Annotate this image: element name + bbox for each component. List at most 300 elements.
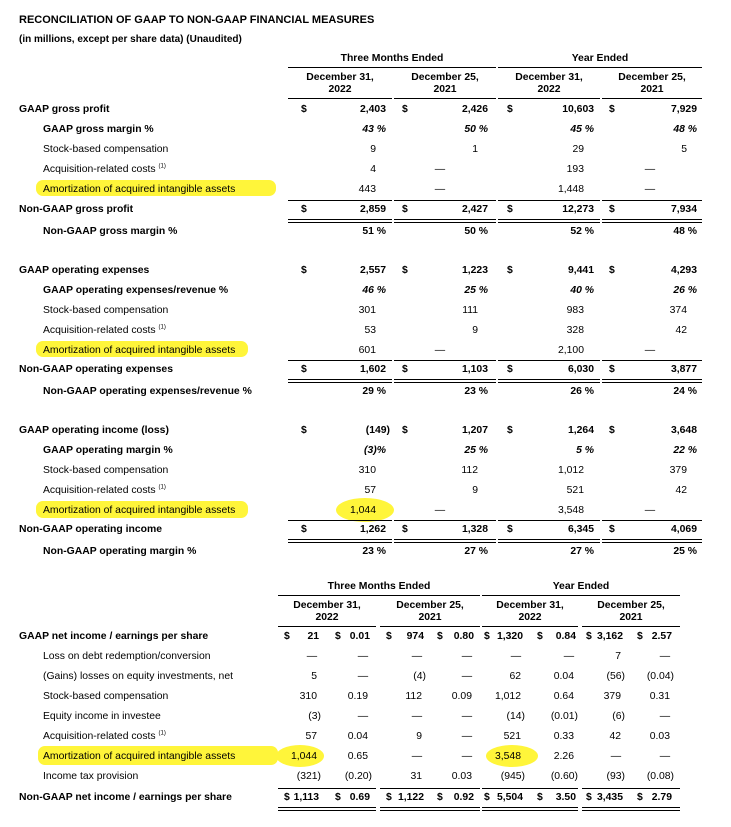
top-row-label	[19, 204, 133, 215]
footnote-marker: (1)	[158, 484, 166, 491]
row-label-text: Non-GAAP net income / earnings per share	[19, 792, 232, 803]
table-cell: 10,603	[562, 104, 594, 115]
top-subtotal-rule-opex-1	[394, 360, 496, 361]
top-group-rule-three	[288, 67, 496, 68]
row-label-text: Amortization of acquired intangible assets	[43, 751, 236, 762]
top-row-label	[43, 505, 235, 516]
row-label-text: Amortization of acquired intangible assets	[43, 345, 236, 356]
top-subtotal-rule-opex-3	[602, 360, 702, 361]
bottom-col-header-rule-1	[380, 626, 480, 627]
table-cell: 0.84	[555, 631, 576, 642]
top-subtotal-rule-opinc-2	[498, 520, 600, 521]
row-label-text: Non-GAAP operating income	[19, 524, 162, 535]
table-cell: 328	[566, 325, 584, 336]
dollar-sign: $	[402, 204, 408, 215]
table-cell: 0.64	[553, 691, 574, 702]
table-cell: 1,122	[397, 792, 424, 803]
table-cell: 0.65	[347, 751, 368, 762]
table-cell: 0.31	[649, 691, 670, 702]
table-cell: 1,113	[293, 792, 319, 803]
table-cell: 3,548	[557, 505, 584, 516]
table-cell: 40 %	[570, 285, 594, 296]
table-cell: 42	[675, 325, 687, 336]
table-cell: (0.01)	[550, 711, 578, 722]
dollar-sign: $	[507, 364, 513, 375]
top-row-label	[43, 144, 168, 155]
table-cell: 521	[566, 485, 584, 496]
table-cell: 48 %	[673, 226, 697, 237]
bottom-col-header-2-line2: 2022	[518, 612, 542, 623]
dollar-sign: $	[537, 631, 543, 642]
table-cell: 112	[461, 465, 478, 476]
table-cell: 42	[675, 485, 687, 496]
top-total-rule-opinc-3	[602, 539, 702, 543]
table-cell: —	[644, 505, 656, 516]
bottom-total-rule-2	[482, 807, 578, 811]
row-label-text: GAAP operating income (loss)	[19, 425, 169, 436]
table-cell: 27 %	[570, 546, 594, 557]
row-label-text: Acquisition-related costs	[43, 325, 156, 336]
table-cell: (0.60)	[550, 771, 578, 782]
top-row-label	[43, 164, 166, 175]
table-cell: 974	[406, 631, 424, 642]
dollar-sign: $	[586, 792, 592, 803]
top-total-rule-gross-1	[394, 219, 496, 223]
bottom-col-header-2-line1: December 31,	[496, 600, 564, 611]
top-subtotal-rule-opinc-1	[394, 520, 496, 521]
top-col-header-3-line1: December 25,	[618, 72, 686, 83]
table-cell: —	[357, 671, 369, 682]
table-cell: —	[510, 651, 522, 662]
table-cell: —	[357, 711, 369, 722]
row-label-text: Amortization of acquired intangible assets	[43, 505, 236, 516]
table-cell: 29	[572, 144, 584, 155]
top-row-label	[43, 485, 166, 496]
dollar-sign: $	[301, 204, 307, 215]
table-cell: 1,328	[461, 524, 488, 535]
table-cell: —	[659, 751, 671, 762]
bottom-col-header-rule-3	[582, 626, 680, 627]
top-subtotal-rule-opex-0	[288, 360, 392, 361]
table-cell: —	[411, 651, 423, 662]
table-cell: 374	[669, 305, 687, 316]
dollar-sign: $	[437, 792, 443, 803]
bottom-row-label	[43, 671, 233, 682]
table-cell: 1,207	[461, 425, 488, 436]
table-cell: 9	[472, 325, 478, 336]
table-cell: (0.20)	[344, 771, 372, 782]
table-cell: 2,426	[461, 104, 488, 115]
table-cell: 9	[370, 144, 376, 155]
dollar-sign: $	[301, 364, 307, 375]
top-col-header-2-line1: December 31,	[515, 72, 583, 83]
table-cell: —	[434, 184, 446, 195]
table-cell: 111	[462, 305, 478, 316]
table-cell: 50 %	[464, 124, 488, 135]
dollar-sign: $	[609, 204, 615, 215]
table-cell: —	[411, 751, 423, 762]
bottom-subtotal-rule-0	[278, 788, 376, 789]
dollar-sign: $	[284, 631, 290, 642]
table-cell: 4	[370, 164, 376, 175]
table-cell: (14)	[506, 711, 525, 722]
top-row-label	[43, 386, 252, 397]
dollar-sign: $	[402, 364, 408, 375]
dollar-sign: $	[586, 631, 592, 642]
table-cell: (945)	[500, 771, 525, 782]
table-cell: 9	[472, 485, 478, 496]
footnote-marker: (1)	[158, 163, 166, 170]
table-cell: —	[461, 651, 473, 662]
table-cell: 62	[509, 671, 521, 682]
table-cell: —	[411, 711, 423, 722]
table-cell: 22 %	[673, 445, 697, 456]
top-subtotal-rule-gross-2	[498, 200, 600, 201]
footnote-marker: (1)	[158, 324, 166, 331]
table-cell: 42	[609, 731, 621, 742]
bottom-group-year: Year Ended	[552, 581, 610, 592]
table-cell: 0.01	[349, 631, 370, 642]
table-cell: 12,273	[562, 204, 594, 215]
table-cell: 310	[299, 691, 317, 702]
top-total-rule-opinc-0	[288, 539, 392, 543]
top-subtotal-rule-opex-2	[498, 360, 600, 361]
table-cell: —	[461, 711, 473, 722]
bottom-subtotal-rule-2	[482, 788, 578, 789]
table-cell: 7	[615, 651, 621, 662]
table-cell: 2,427	[461, 204, 488, 215]
top-group-three-months: Three Months Ended	[340, 53, 444, 64]
top-row-label	[43, 345, 235, 356]
top-row-label	[19, 364, 173, 375]
table-cell: 5 %	[576, 445, 594, 456]
table-cell: 46 %	[362, 285, 386, 296]
table-cell: 25 %	[464, 445, 488, 456]
table-cell: 0.03	[649, 731, 670, 742]
row-label-text: GAAP gross margin %	[43, 124, 154, 135]
row-label-text: Loss on debt redemption/conversion	[43, 651, 211, 662]
table-cell: 379	[669, 465, 687, 476]
dollar-sign: $	[507, 204, 513, 215]
table-cell: 2.79	[651, 792, 672, 803]
table-cell: 25 %	[464, 285, 488, 296]
table-cell: —	[461, 671, 473, 682]
bottom-row-label	[43, 651, 211, 662]
table-cell: 0.92	[453, 792, 474, 803]
top-row-label	[43, 465, 168, 476]
table-cell: 43 %	[362, 124, 386, 135]
top-subtotal-rule-gross-1	[394, 200, 496, 201]
table-cell: 0.80	[453, 631, 474, 642]
table-cell: 983	[566, 305, 584, 316]
table-cell: 6,345	[567, 524, 594, 535]
top-row-label	[19, 524, 162, 535]
table-cell: 6,030	[567, 364, 594, 375]
dollar-sign: $	[335, 792, 341, 803]
table-cell: 2,557	[359, 265, 386, 276]
page-subtitle: (in millions, except per share data) (Unaudited)	[19, 34, 242, 45]
row-label-text: GAAP operating expenses	[19, 265, 150, 276]
dollar-sign: $	[402, 425, 408, 436]
page-title: RECONCILIATION OF GAAP TO NON-GAAP FINANCIAL MEASURES	[19, 14, 375, 26]
table-cell: 0.04	[347, 731, 368, 742]
table-cell: 53	[364, 325, 376, 336]
top-col-header-3-line2: 2021	[640, 84, 664, 95]
table-cell: (3)	[308, 711, 321, 722]
bottom-row-label	[43, 751, 235, 762]
bottom-col-header-0-line2: 2022	[315, 612, 339, 623]
table-cell: —	[434, 164, 446, 175]
dollar-sign: $	[609, 364, 615, 375]
table-cell: —	[563, 651, 575, 662]
table-cell: (4)	[413, 671, 426, 682]
top-row-label	[43, 124, 154, 135]
table-cell: (93)	[606, 771, 625, 782]
table-cell: 1,448	[557, 184, 584, 195]
top-row-label	[43, 445, 173, 456]
table-cell: (0.08)	[646, 771, 674, 782]
dollar-sign: $	[386, 792, 392, 803]
bottom-total-rule-0	[278, 807, 376, 811]
dollar-sign: $	[437, 631, 443, 642]
table-cell: 23 %	[362, 546, 386, 557]
top-subtotal-rule-opinc-0	[288, 520, 392, 521]
top-col-header-rule-2	[498, 98, 600, 99]
table-cell: 25 %	[673, 546, 697, 557]
dollar-sign: $	[402, 524, 408, 535]
bottom-group-rule-year	[482, 595, 680, 596]
table-cell: —	[659, 711, 671, 722]
table-cell: 2,100	[557, 345, 584, 356]
table-cell: 31	[410, 771, 422, 782]
row-label-text: Non-GAAP operating margin %	[43, 546, 197, 557]
table-cell: —	[357, 651, 369, 662]
top-row-label	[19, 104, 109, 115]
row-label-text: GAAP gross profit	[19, 104, 110, 115]
bottom-row-label	[19, 792, 232, 803]
bottom-subtotal-rule-3	[582, 788, 680, 789]
top-col-header-2-line2: 2022	[537, 84, 561, 95]
table-cell: 3,548	[494, 751, 521, 762]
table-cell: 3.50	[555, 792, 576, 803]
table-cell: 1,044	[290, 751, 317, 762]
dollar-sign: $	[484, 631, 490, 642]
dollar-sign: $	[609, 425, 615, 436]
bottom-col-header-rule-0	[278, 626, 376, 627]
top-group-rule-year	[498, 67, 702, 68]
dollar-sign: $	[301, 104, 307, 115]
row-label-text: Non-GAAP operating expenses/revenue %	[43, 386, 252, 397]
table-cell: 26 %	[673, 285, 697, 296]
top-row-label	[43, 285, 228, 296]
table-cell: 4,069	[670, 524, 697, 535]
dollar-sign: $	[637, 792, 643, 803]
table-cell: 52 %	[570, 226, 594, 237]
table-cell: 5	[681, 144, 687, 155]
table-cell: 1,044	[349, 505, 376, 516]
table-cell: 27 %	[464, 546, 488, 557]
top-row-label	[43, 305, 168, 316]
row-label-text: Income tax provision	[43, 771, 139, 782]
row-label-text: Stock-based compensation	[43, 691, 169, 702]
top-total-rule-gross-3	[602, 219, 702, 223]
table-cell: —	[610, 751, 622, 762]
bottom-total-rule-1	[380, 807, 480, 811]
table-cell: —	[461, 731, 473, 742]
bottom-col-header-1-line1: December 25,	[396, 600, 464, 611]
table-cell: 3,648	[670, 425, 697, 436]
table-cell: 9,441	[567, 265, 594, 276]
table-cell: 2.26	[553, 751, 574, 762]
top-group-year: Year Ended	[571, 53, 629, 64]
table-cell: 0.33	[553, 731, 574, 742]
table-cell: 0.03	[451, 771, 472, 782]
bottom-total-rule-3	[582, 807, 680, 811]
top-row-label	[43, 184, 235, 195]
table-cell: 57	[364, 485, 376, 496]
top-col-header-1-line1: December 25,	[411, 72, 479, 83]
table-cell: 1,012	[557, 465, 584, 476]
top-col-header-1-line2: 2021	[433, 84, 457, 95]
table-cell: (3)%	[364, 445, 386, 456]
table-cell: 112	[405, 691, 422, 702]
bottom-col-header-3-line1: December 25,	[597, 600, 665, 611]
top-subtotal-rule-gross-0	[288, 200, 392, 201]
table-cell: 7,929	[670, 104, 697, 115]
table-cell: 51 %	[362, 226, 386, 237]
row-label-text: Amortization of acquired intangible assets	[43, 184, 236, 195]
table-cell: 7,934	[670, 204, 697, 215]
table-cell: 57	[305, 731, 317, 742]
table-cell: 0.09	[451, 691, 472, 702]
table-cell: 24 %	[673, 386, 697, 397]
table-cell: 301	[358, 305, 376, 316]
table-cell: 601	[358, 345, 376, 356]
top-row-label	[43, 546, 196, 557]
dollar-sign: $	[507, 104, 513, 115]
bottom-row-label	[43, 731, 166, 742]
table-cell: 2.57	[651, 631, 672, 642]
bottom-col-header-1-line2: 2021	[418, 612, 442, 623]
table-cell: 2,859	[359, 204, 386, 215]
table-cell: 21	[307, 631, 319, 642]
bottom-col-header-0-line1: December 31,	[293, 600, 361, 611]
dollar-sign: $	[301, 425, 307, 436]
table-cell: 48 %	[673, 124, 697, 135]
table-cell: (149)	[365, 425, 390, 436]
row-label-text: Non-GAAP gross profit	[19, 204, 134, 215]
table-cell: 4,293	[670, 265, 697, 276]
footnote-marker: (1)	[158, 730, 166, 737]
table-cell: 1,320	[496, 631, 523, 642]
row-label-text: Non-GAAP operating expenses	[19, 364, 173, 375]
dollar-sign: $	[402, 104, 408, 115]
top-col-header-rule-3	[602, 98, 702, 99]
table-cell: (56)	[606, 671, 625, 682]
dollar-sign: $	[537, 792, 543, 803]
dollar-sign: $	[507, 265, 513, 276]
top-col-header-0-line1: December 31,	[306, 72, 374, 83]
table-cell: 45 %	[570, 124, 594, 135]
table-cell: 310	[358, 465, 376, 476]
dollar-sign: $	[301, 265, 307, 276]
table-cell: 1,262	[359, 524, 386, 535]
dollar-sign: $	[507, 524, 513, 535]
row-label-text: (Gains) losses on equity investments, net	[43, 671, 234, 682]
table-cell: 1,103	[461, 364, 488, 375]
top-col-header-rule-0	[288, 98, 392, 99]
table-cell: 50 %	[464, 226, 488, 237]
dollar-sign: $	[609, 524, 615, 535]
dollar-sign: $	[484, 792, 490, 803]
table-cell: —	[306, 651, 318, 662]
top-row-label	[43, 325, 166, 336]
bottom-col-header-3-line2: 2021	[619, 612, 643, 623]
row-label-text: Stock-based compensation	[43, 305, 169, 316]
dollar-sign: $	[402, 265, 408, 276]
top-row-label	[19, 425, 169, 436]
top-total-rule-opex-0	[288, 379, 392, 383]
row-label-text: Stock-based compensation	[43, 144, 169, 155]
table-cell: —	[434, 345, 446, 356]
table-cell: 443	[358, 184, 376, 195]
row-label-text: Non-GAAP gross margin %	[43, 226, 178, 237]
table-cell: 521	[503, 731, 521, 742]
bottom-row-label	[43, 691, 168, 702]
top-total-rule-opex-2	[498, 379, 600, 383]
bottom-row-label	[43, 711, 161, 722]
top-row-label	[43, 226, 177, 237]
bottom-subtotal-rule-1	[380, 788, 480, 789]
row-label-text: Stock-based compensation	[43, 465, 169, 476]
top-total-rule-opinc-1	[394, 539, 496, 543]
top-total-rule-gross-2	[498, 219, 600, 223]
table-cell: 0.19	[347, 691, 368, 702]
dollar-sign: $	[637, 631, 643, 642]
top-total-rule-opex-3	[602, 379, 702, 383]
row-label-text: GAAP net income / earnings per share	[19, 631, 209, 642]
table-cell: 9	[416, 731, 422, 742]
table-cell: 2,403	[359, 104, 386, 115]
table-cell: (6)	[612, 711, 625, 722]
table-cell: —	[659, 651, 671, 662]
table-cell: 26 %	[570, 386, 594, 397]
table-cell: 3,162	[596, 631, 623, 642]
top-row-label	[19, 265, 149, 276]
table-cell: —	[434, 505, 446, 516]
bottom-col-header-rule-2	[482, 626, 578, 627]
table-cell: 5	[311, 671, 317, 682]
table-cell: —	[644, 184, 656, 195]
dollar-sign: $	[335, 631, 341, 642]
bottom-group-three-months: Three Months Ended	[327, 581, 431, 592]
table-cell: 3,435	[596, 792, 623, 803]
table-cell: 1,223	[461, 265, 488, 276]
table-cell: 3,877	[670, 364, 697, 375]
top-col-header-rule-1	[394, 98, 496, 99]
row-label-text: Equity income in investee	[43, 711, 161, 722]
table-cell: —	[644, 164, 656, 175]
table-cell: 1,012	[494, 691, 521, 702]
dollar-sign: $	[609, 104, 615, 115]
table-cell: 5,504	[496, 792, 523, 803]
bottom-row-label	[19, 631, 208, 642]
top-col-header-0-line2: 2022	[328, 84, 352, 95]
table-cell: 23 %	[464, 386, 488, 397]
table-cell: 0.69	[349, 792, 370, 803]
table-cell: (0.04)	[646, 671, 674, 682]
table-cell: 0.04	[553, 671, 574, 682]
